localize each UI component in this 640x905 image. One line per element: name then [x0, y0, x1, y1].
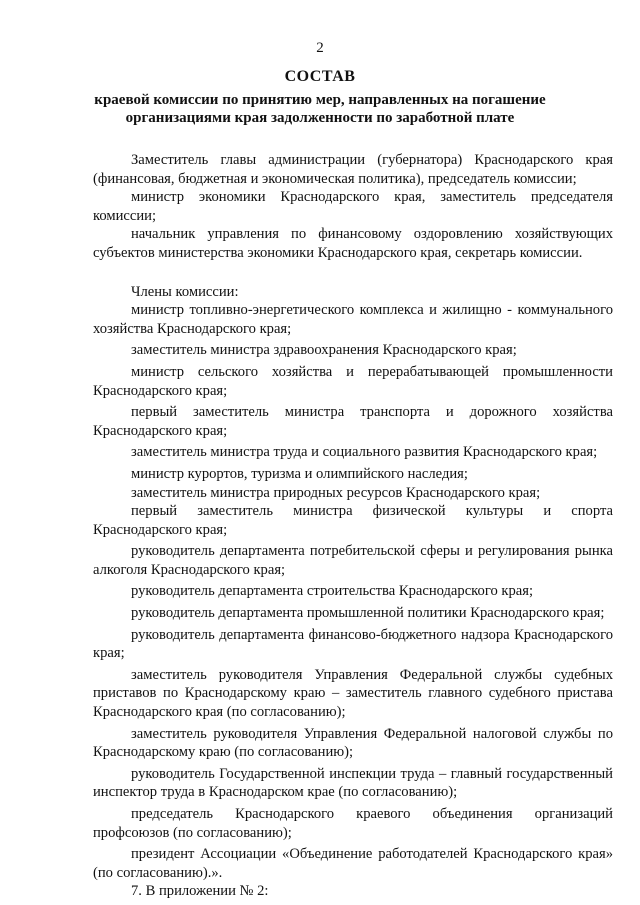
member-item: заместитель министра здравоохранения Краснодарского края; — [131, 342, 517, 359]
deputy-chairman-paragraph: министр экономики Краснодарского края, заместитель председателя комиссии; — [93, 189, 613, 224]
member-item: первый заместитель министра физической культуры и спорта Краснодарского края; — [93, 503, 613, 538]
member-item: министр курортов, туризма и олимпийского наследия; — [131, 465, 468, 482]
member-item: руководитель Государственной инспекции труда – главный государственный инспектор труда в Краснодарском крае (по согласованию); — [93, 765, 613, 801]
document-subtitle-line-2: организациями края задолженности по заработной плате — [125, 110, 515, 126]
member-item: президент Ассоциации «Объединение работодателей Краснодарского края» (по согласованию).». — [93, 846, 613, 881]
page-number: 2 — [316, 40, 324, 56]
document-title: СОСТАВ — [284, 68, 356, 85]
member-item: заместитель руководителя Управления Федеральной службы судебных приставов по Краснодарскому краю – заместитель главного судебного пристава Краснодарского края (по согласованию); — [93, 666, 613, 721]
secretary-paragraph: начальник управления по финансовому оздоровлению хозяйствующих субъектов министерства экономики Краснодарского края, секретарь комиссии. — [93, 226, 613, 261]
member-item: руководитель департамента финансово-бюджетного надзора Краснодарского края; — [93, 626, 613, 662]
member-item: руководитель департамента потребительской сферы и регулирования рынка алкоголя Краснодарского края; — [93, 543, 613, 578]
members-heading: Члены комиссии: — [131, 283, 239, 300]
member-item: руководитель департамента промышленной политики Краснодарского края; — [131, 605, 605, 622]
document-body — [93, 151, 613, 901]
member-item: заместитель руководителя Управления Федеральной налоговой службы по Краснодарскому краю (по согласованию); — [93, 725, 613, 761]
member-item: заместитель министра труда и социального развития Краснодарского края; — [131, 444, 598, 461]
member-item: заместитель министра природных ресурсов Краснодарского края; — [131, 484, 541, 501]
document-subtitle-line-1: краевой комиссии по принятию мер, направленных на погашение — [94, 92, 546, 108]
member-item: первый заместитель министра транспорта и дорожного хозяйства Краснодарского края; — [93, 404, 613, 439]
member-item: руководитель департамента строительства Краснодарского края; — [131, 583, 534, 600]
member-item: министр сельского хозяйства и перерабатывающей промышленности Краснодарского края; — [93, 363, 613, 399]
chairman-paragraph: Заместитель главы администрации (губернатора) Краснодарского края (финансовая, бюджетная и экономическая политика), председатель комиссии; — [93, 152, 613, 187]
member-item: министр топливно-энергетического комплекса и жилищно - коммунального хозяйства Краснодарского края; — [93, 302, 613, 337]
member-item: председатель Краснодарского краевого объединения организаций профсоюзов (по согласованию); — [93, 806, 613, 841]
closing-line: 7. В приложении № 2: — [131, 883, 269, 900]
